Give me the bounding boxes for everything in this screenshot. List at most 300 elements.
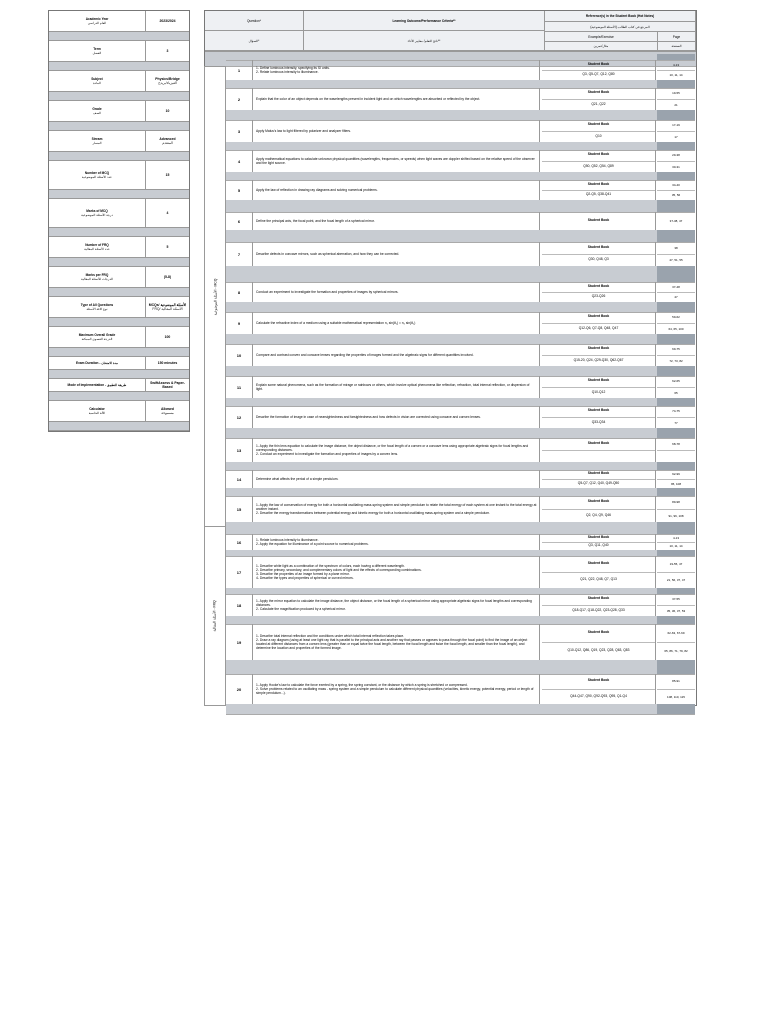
reference-cell	[542, 212, 656, 230]
section-frq: الأسئلة المقالية - FRQ	[204, 526, 226, 706]
reference-questions: Q21, Q22, Q48, Q7, Q13	[580, 577, 617, 582]
info-value	[146, 101, 189, 121]
question-number: 5	[226, 180, 253, 200]
page-number: 4-13	[657, 534, 695, 543]
reference-cell	[542, 594, 656, 616]
row-gap-page-col	[657, 704, 695, 714]
page-number: 35, 36, 37, 53	[666, 608, 686, 613]
info-value	[146, 11, 189, 31]
info-row	[49, 131, 189, 152]
info-label	[49, 41, 146, 61]
page-cell	[657, 150, 695, 172]
reference-questions: Q3, Q11, Q40	[588, 543, 609, 548]
info-label-ar: الدرجة القصوى الممكنة	[81, 337, 113, 341]
learning-outcome: Explain some natural phenomena, such as the formation of mirage or rainbows or others, which involve optical phenomena like reflection, refraction, total internal reflection, or dispersion of light.	[254, 376, 540, 398]
question-number: 12	[226, 406, 253, 428]
reference-cell	[542, 150, 656, 172]
table-row	[226, 594, 695, 617]
page-number: 92-99	[657, 470, 695, 480]
info-value-text: 100	[164, 335, 171, 339]
page-number: 34-40	[657, 180, 695, 191]
page-number: 62-63, 67-69	[657, 624, 695, 643]
page-cell	[657, 282, 695, 302]
page-number: 10, 11, 14	[669, 544, 683, 549]
info-label-en: Term	[93, 47, 101, 51]
page-number	[657, 451, 695, 463]
info-value-text: 150 minutes	[157, 361, 178, 365]
question-number: 19	[226, 624, 253, 660]
info-label-ar: الصف	[93, 111, 101, 115]
section-mcq: الأسئلة الموضوعية - MCQ	[204, 66, 226, 528]
info-spacer	[49, 370, 189, 379]
question-number: 16	[226, 534, 253, 550]
reference-questions: Q44-Q47, Q90, Q92-Q93, Q95, Q1-Q4	[570, 693, 627, 698]
page-number: 4-13	[657, 60, 695, 71]
page-number: 21, 56, 37, 47	[666, 578, 686, 583]
info-label-en: Exam Duration - مدة الامتحان	[75, 361, 118, 365]
page-cell	[657, 212, 695, 230]
page-number: 65, 86, 71, 79, 82	[664, 649, 688, 654]
table-row	[226, 438, 695, 463]
page-cell	[657, 438, 695, 462]
info-spacer	[49, 348, 189, 357]
reference-book: Student Book	[542, 60, 655, 71]
reference-book: Student Book	[542, 470, 655, 480]
reference-questions: Q12-Q6, Q7-Q8, Q48, Q47	[578, 325, 619, 330]
page-number: 59-62	[657, 312, 695, 324]
info-label	[49, 357, 146, 369]
info-spacer	[49, 258, 189, 267]
learning-outcome: Define the principal axis, the focal point, and the focal length of a spherical mirror.	[254, 212, 540, 230]
info-row	[49, 401, 189, 422]
row-gap	[226, 266, 695, 283]
row-gap-page-col	[657, 266, 695, 282]
learning-outcome: Apply mathematical equations to calculate unknown physical quantities (wavelengths, frequencies, or speeds) when light waves are doppler shifted based on the relative speed of the observer and the light source.	[254, 150, 540, 172]
info-spacer	[49, 92, 189, 101]
question-number: 7	[226, 242, 253, 266]
reference-cell	[542, 88, 656, 110]
table-row	[226, 624, 695, 661]
page-number: 19-55	[657, 88, 695, 100]
info-value	[146, 357, 189, 369]
info-value-text: 2023/2024	[159, 19, 176, 23]
table-row	[226, 376, 695, 399]
info-label-en: Marks per FRQ	[85, 273, 109, 277]
info-label	[49, 297, 146, 317]
info-value	[146, 199, 189, 227]
reference-questions: Q3, Q5-Q7, Q12, Q80	[582, 72, 615, 77]
page-cell	[657, 534, 695, 550]
page-cell	[657, 624, 695, 660]
info-label	[49, 237, 146, 257]
reference-book: Student Book	[542, 624, 655, 643]
row-gap-page-col	[657, 110, 695, 120]
info-value	[146, 237, 189, 257]
info-value-text: Physics/Bridge	[155, 77, 180, 81]
info-label	[49, 401, 146, 421]
page-number: 10, 11, 14	[669, 73, 683, 78]
row-gap-page-col	[657, 660, 695, 674]
info-value	[146, 297, 189, 317]
table-row	[226, 556, 695, 589]
learning-outcome: 1- Apply the mirror equation to calculate the image distance, the object distance, or the focal length of a spherical mirror using appropriate algebraic signs for focal lengths and corresponding distances. 2- Calculate the magnification produced by a spherical mirror.	[254, 594, 540, 616]
info-label-en: Academic Year	[85, 17, 109, 21]
header-page: Page	[658, 32, 696, 42]
row-gap-page-col	[657, 398, 695, 406]
reference-book: Student Book	[542, 594, 655, 606]
reference-cell	[542, 120, 656, 142]
page-number: 64, 65, 100	[668, 326, 684, 331]
page-number: 85-91	[657, 674, 695, 690]
info-label-en: Number of MCQ	[84, 171, 110, 175]
page-number: 77	[674, 420, 678, 425]
info-label	[49, 379, 146, 391]
reference-questions: Q21, Q22	[591, 101, 606, 106]
row-gap	[226, 704, 695, 715]
info-value	[146, 131, 189, 151]
reference-book: Student Book	[542, 344, 655, 356]
info-spacer	[49, 318, 189, 327]
table-row	[226, 242, 695, 267]
header-question: Question*	[205, 11, 304, 31]
info-label-ar: نوع كافة الأسئلة	[86, 307, 108, 311]
page-number: 74-75	[657, 406, 695, 418]
reference-questions	[542, 451, 655, 463]
learning-outcome: 1- Apply the law of conservation of energy for both a horizontal oscillating mass-spring system and simple pendulum to relate the total energy of each system at one instant to the total energy at another instant. 2- Describe the energy transformations between potential energy and kinetic energy for both a horizontal oscillating mass-spring system and a simple pendulum.	[254, 496, 540, 522]
page-cell	[657, 242, 695, 266]
reference-cell	[542, 556, 656, 588]
page-number: 37-48	[657, 282, 695, 293]
reference-questions: Q5-Q7, Q12, Q40, Q49-Q50	[577, 480, 620, 485]
info-row	[49, 267, 189, 288]
info-value	[146, 379, 189, 391]
page-number: 19-55, 47	[657, 556, 695, 573]
row-gap-page-col	[657, 80, 695, 88]
header-page-ar: الصفحة	[658, 41, 696, 51]
info-row	[49, 379, 189, 392]
info-row	[49, 71, 189, 92]
reference-book: Student Book	[542, 312, 655, 324]
info-label	[49, 161, 146, 189]
table-row	[226, 344, 695, 367]
info-spacer	[49, 228, 189, 237]
learning-outcome: 1- Define luminous intensity, specifying its SI units. 2- Relate luminous intensity to illuminance.	[254, 60, 540, 80]
reference-questions: Q23-Q26	[591, 294, 606, 299]
page-cell	[657, 344, 695, 366]
row-gap	[226, 660, 695, 675]
table-row	[226, 88, 695, 111]
reference-cell	[542, 496, 656, 522]
reference-questions: Q50, Q52, Q54, Q89	[583, 163, 614, 168]
learning-outcome: Compare and contrast convex and concave lenses regarding the properties of images formed and the algebraic signs for different quantities involved.	[254, 344, 540, 366]
info-row	[49, 199, 189, 228]
row-gap-page-col	[657, 366, 695, 376]
reference-book: Student Book	[542, 556, 655, 573]
reference-cell	[542, 470, 656, 488]
reference-cell	[542, 534, 656, 550]
reference-cell	[542, 180, 656, 200]
info-label-en: Marks of MCQ	[86, 209, 108, 213]
question-number: 2	[226, 88, 253, 110]
row-gap-page-col	[657, 172, 695, 180]
info-label-en: Grade	[92, 107, 102, 111]
reference-questions: Q15-20, Q24, Q29-Q30, Q62-Q67	[573, 357, 624, 362]
page-number: 21	[674, 102, 678, 107]
learning-outcome: Apply the law of reflection in drawing ray diagrams and solving numerical problems.	[254, 180, 540, 200]
learning-outcome: Determine what affects the period of a simple pendulum.	[254, 470, 540, 488]
reference-book: Student Book	[542, 376, 655, 388]
reference-book: Student Book	[542, 120, 655, 132]
info-row	[49, 11, 189, 32]
reference-cell	[542, 312, 656, 334]
page-number: 95, 108	[670, 481, 681, 486]
table-row	[226, 406, 695, 429]
reference-cell	[542, 674, 656, 704]
page-cell	[657, 496, 695, 522]
reference-questions: Q10-Q12, Q86, Q19, Q23, Q28, Q63, Q83	[567, 648, 630, 653]
info-value	[146, 161, 189, 189]
exam-info-panel	[48, 10, 190, 432]
info-value	[146, 267, 189, 287]
question-number: 1	[226, 60, 253, 80]
info-spacer	[49, 288, 189, 297]
table-row	[226, 470, 695, 489]
info-label-ar: الدرجات للأسئلة المقالية	[81, 277, 113, 281]
reference-book: Student Book	[542, 438, 655, 451]
page-cell	[657, 470, 695, 488]
page-number: 89-98	[657, 496, 695, 510]
info-spacer	[49, 422, 189, 431]
info-spacer	[49, 122, 189, 131]
info-value	[146, 401, 189, 421]
reference-book: Student Book	[542, 242, 655, 255]
info-label-ar: العام الدراسي	[87, 21, 107, 25]
info-label-ar: درجة الأسئلة الموضوعية	[81, 213, 113, 217]
row-gap-page-col	[657, 302, 695, 312]
page-cell	[657, 60, 695, 80]
learning-outcome: 1- Apply the thin lens equation to calculate the image distance, the object distance, or the focal length of a convex or a concave lens using appropriate algebraic signs for focal lengths and corresponding distances. 2- Conduct an experiment to investigate the formation and properties of images by a convex lens.	[254, 438, 540, 462]
table-row	[226, 120, 695, 143]
page-number: 30-31	[672, 164, 680, 169]
learning-outcome: Calculate the refractive index of a medium using a suitable mathematical representation n₁ sin(θ₁) = n₂ sin(θ₂)	[254, 312, 540, 334]
info-label-en: Maximum Overall Grade	[78, 333, 116, 337]
page-cell	[657, 180, 695, 200]
info-value-text: (5-8)	[163, 275, 172, 279]
info-row	[49, 161, 189, 190]
page-number: 17	[674, 134, 678, 139]
info-label-ar: عدد الأسئلة الموضوعية	[81, 175, 113, 179]
question-number: 14	[226, 470, 253, 488]
question-number: 9	[226, 312, 253, 334]
info-label	[49, 131, 146, 151]
table-row	[226, 212, 695, 231]
reference-questions: Q33-Q34	[591, 419, 606, 424]
info-value-text: 4	[166, 211, 169, 215]
info-value-text: 5	[166, 245, 169, 249]
reference-book: Student Book	[542, 180, 655, 191]
page-cell	[657, 406, 695, 428]
page-number: 65	[674, 390, 678, 395]
info-label	[49, 327, 146, 347]
page-number: 37-55	[657, 594, 695, 606]
page-number: 47, 51, 55	[669, 258, 683, 263]
info-value-text: 3	[166, 49, 169, 53]
reference-book: Student Book	[587, 218, 610, 223]
info-value-text-2: الفيزياء/بريدج	[158, 81, 177, 85]
reference-book: Student Book	[542, 150, 655, 162]
page-number: 37-38, 47	[669, 219, 683, 223]
reference-cell	[542, 282, 656, 302]
info-label	[49, 199, 146, 227]
row-gap-page-col	[657, 230, 695, 242]
page-number: 62-65	[657, 376, 695, 388]
question-number: 17	[226, 556, 253, 588]
info-row	[49, 327, 189, 348]
info-value	[146, 71, 189, 91]
page-number: 69-75	[657, 344, 695, 356]
info-value-text-2: FRQ/ الأسئلة المقالية	[152, 307, 183, 311]
page-cell	[657, 312, 695, 334]
reference-book: Student Book	[542, 88, 655, 100]
reference-questions: Q30, Q48, Q3	[588, 257, 609, 262]
reference-questions: Q10-Q12	[591, 389, 606, 394]
reference-questions: Q18-Q17, Q18-Q22, Q23-Q28, Q33	[572, 607, 625, 612]
learning-outcome: Explain that the color of an object depends on the wavelengths present in incident light and on which wavelengths are absorbed or reflected by the object.	[254, 88, 540, 110]
learning-outcome: 1- Describe total internal reflection and the conditions under which total internal reflection takes place. 2- Draw a ray diagram (using at least one light ray that is parallel to the principal axis and another ray that passes or appears to pass through the focal point) to find the image of an object located at different distances from a convex lens (greater than or equal twice the focal length, between the focal length and twice the focal length, and smaller than the focal length), and determine the location and properties of the formed image.	[254, 624, 540, 660]
info-label	[49, 267, 146, 287]
page-number: 47	[674, 295, 678, 300]
page-cell	[657, 88, 695, 110]
reference-questions: Q2-Q5, Q38-Q41	[585, 192, 612, 197]
learning-outcome: Apply Malus's law to light filtered by polarizer and analyzer filters.	[254, 120, 540, 142]
page-number: 38	[657, 242, 695, 255]
learning-outcome: Describe defects in concave mirrors, such as spherical aberration, and how they can be corrected.	[254, 242, 540, 266]
learning-outcome: Conduct an experiment to investigate the formation and properties of images by spherical mirrors.	[254, 282, 540, 302]
question-number: 13	[226, 438, 253, 462]
info-row	[49, 297, 189, 318]
info-spacer	[49, 62, 189, 71]
page-number: 108, 110, 115	[667, 694, 685, 699]
reference-cell	[542, 438, 656, 462]
info-label-en: Type of All Questions	[80, 303, 114, 307]
info-value-text-2: المتقدم	[162, 141, 173, 145]
info-label-en: Number of FRQ	[85, 243, 109, 247]
page-number: 35, 56	[671, 193, 681, 198]
table-header	[205, 11, 696, 52]
header-question-ar: السؤال*	[205, 31, 304, 51]
table-row	[226, 534, 695, 551]
page-number: 17-19	[657, 120, 695, 132]
info-label-ar: الآلة الحاسبة	[88, 411, 106, 415]
row-gap-page-col	[657, 142, 695, 150]
info-value	[146, 327, 189, 347]
reference-cell	[542, 406, 656, 428]
info-spacer	[49, 190, 189, 199]
row-gap-page-col	[657, 522, 695, 534]
row-gap-page-col	[657, 488, 695, 496]
table-row	[226, 150, 695, 173]
reference-book: Student Book	[542, 282, 655, 293]
reference-cell	[542, 60, 656, 80]
page-cell	[657, 556, 695, 588]
page-number: 91, 96, 108	[668, 513, 684, 518]
question-number: 4	[226, 150, 253, 172]
info-value	[146, 41, 189, 61]
question-number: 11	[226, 376, 253, 398]
reference-book: Student Book	[542, 534, 655, 543]
header-outcome-ar: ناتج التعلم/ معايير الأداء**	[304, 31, 545, 51]
reference-cell	[542, 242, 656, 266]
question-number: 3	[226, 120, 253, 142]
table-row	[226, 496, 695, 523]
info-label-en: Stream	[91, 137, 103, 141]
question-number: 20	[226, 674, 253, 704]
row-gap-page-col	[657, 462, 695, 470]
info-value-text: 10	[165, 109, 170, 113]
header-reference-ar: المرجع في كتاب الطالب (الأسئلة الموضوعية)	[545, 22, 696, 32]
page-cell	[657, 120, 695, 142]
info-label-en: Subject	[91, 77, 103, 81]
row-gap-page-col	[657, 334, 695, 344]
info-label-ar: عدد الأسئلة المقالية	[84, 247, 110, 251]
header-example: Example/Exercise	[545, 32, 658, 42]
info-row	[49, 357, 189, 370]
reference-cell	[542, 376, 656, 398]
reference-book: Student Book	[542, 496, 655, 510]
info-value-text: MCQs/ الأسئلة الموضوعية	[148, 303, 187, 307]
page-number: 29-38	[657, 150, 695, 162]
info-spacer	[49, 152, 189, 161]
row-gap-page-col	[657, 616, 695, 624]
header-outcome: Learning Outcome/Performance Criteria**	[304, 11, 545, 31]
info-row	[49, 101, 189, 122]
page-cell	[657, 674, 695, 704]
info-value-text: Allowed	[161, 407, 174, 411]
info-label-ar: الفصل	[92, 51, 102, 55]
learning-outcome: 1- Apply Hooke's law to calculate the force exerted by a spring, the spring constant, or the distance by which a spring is stretched or compressed. 2- Solve problems related to an oscillating mass - spring system and a simple pendulum to calculate different physical quantities (velocities, kinetic energy, potential energy, period or length of simple pendulum...).	[254, 674, 540, 704]
page-cell	[657, 376, 695, 398]
page-number: 68-78	[657, 438, 695, 451]
question-number: 18	[226, 594, 253, 616]
info-value-text-2: مسموحة	[161, 411, 174, 415]
reference-book: Student Book	[542, 674, 655, 690]
info-value-text: Advanced	[159, 137, 176, 141]
info-label	[49, 71, 146, 91]
question-number: 10	[226, 344, 253, 366]
table-row	[226, 282, 695, 303]
learning-outcome: 1- Relate luminous intensity to illuminance. 2- Apply the equation for illuminance of a point source to numerical problems.	[254, 534, 540, 550]
page-number: 72, 73, 82	[669, 358, 683, 363]
header-reference: Reference(s) in the Student Book (Hot Notes)	[545, 11, 696, 22]
info-row	[49, 237, 189, 258]
reference-questions: Q10	[595, 133, 602, 138]
info-label-en: Calculator	[89, 407, 105, 411]
reference-cell	[542, 624, 656, 660]
info-label	[49, 101, 146, 121]
question-number: 15	[226, 496, 253, 522]
row-gap-page-col	[657, 200, 695, 212]
reference-questions: Q2, Q4, Q9, Q46	[586, 512, 611, 517]
info-row	[49, 41, 189, 62]
row-gap-page-col	[657, 428, 695, 438]
info-spacer	[49, 392, 189, 401]
info-value-text: SwiftAssess & Paper-Based	[150, 381, 185, 389]
info-label-ar: المسار	[92, 141, 102, 145]
table-row	[226, 180, 695, 201]
info-spacer	[49, 32, 189, 41]
learning-outcome: Describe the formation of image in case of nearsightedness and farsightedness and how defects in vision are corrected using concave and convex lenses.	[254, 406, 540, 428]
reference-book: Student Book	[542, 406, 655, 418]
